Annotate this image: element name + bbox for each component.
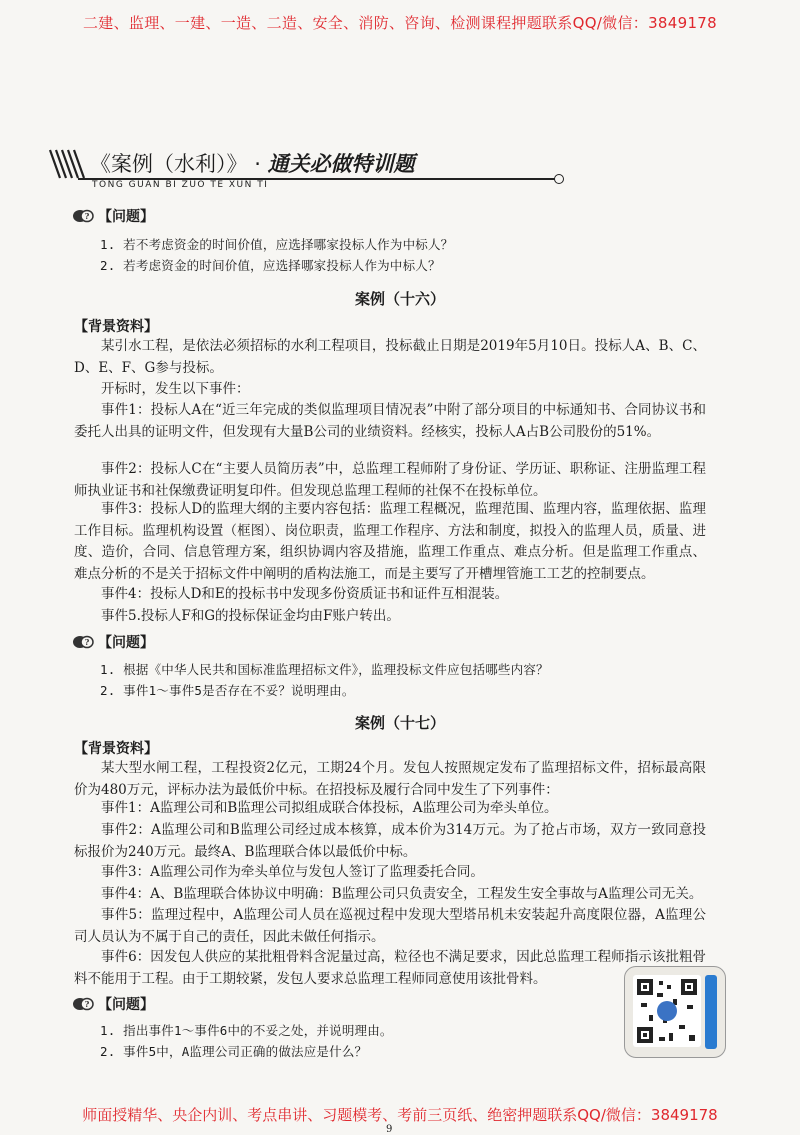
question-heading — [72, 994, 154, 1014]
question-label: 【问题】 — [98, 209, 154, 225]
question-item: 2. 事件1～事件5是否存在不妥？说明理由。 — [100, 683, 355, 698]
qr-code-sticker — [624, 966, 726, 1058]
qr-code-icon — [633, 975, 701, 1047]
paragraph: 事件3：A监理公司作为牵头单位与发包人签订了监理委托合同。 — [101, 864, 484, 880]
section-header — [48, 146, 568, 192]
svg-text:?: ? — [84, 637, 90, 647]
background-heading: 【背景资料】 — [74, 319, 158, 335]
paragraph: 事件2：投标人C在“主要人员简历表”中，总监理工程师附了身份证、学历证、职称证、注册监理工程师执业证书和社保缴费证明复印件。但发现总监理工程师的社保不在投标单位。 — [74, 461, 706, 499]
background-heading: 【背景资料】 — [74, 741, 158, 757]
qr-side-tab — [705, 975, 717, 1049]
paragraph: 事件4：A、B监理联合体协议中明确：B监理公司只负责安全，工程发生安全事故与A监理公司无关。 — [101, 886, 703, 902]
paragraph: 事件3：投标人D的监理大纲的主要内容包括：监理工程概况，监理范围、监理内容，监理依据、监理工作目标。监理机构设置（框图）、岗位职责，监理工作程序、方法和制度，拟投入的监理人员，质量、进度、造价，合同、信息管理方案，组织协调内容及措施，监理工作重点、难点分析。但是监理工作重点、难点分析的不是关于招标文件中阐明的盾构法施工，而是主要写了开槽埋管施工工艺的控制要点。 — [74, 501, 706, 582]
case-title: 案例（十六） — [354, 290, 445, 308]
question-bubble-icon — [72, 208, 94, 224]
question-label: 【问题】 — [98, 997, 154, 1013]
question-bubble-icon — [72, 996, 94, 1012]
paragraph: 事件5.投标人F和G的投标保证金均由F账户转出。 — [101, 608, 400, 624]
header-dot-icon — [554, 174, 564, 184]
page-number: 9 — [386, 1124, 393, 1135]
question-item: 2. 若考虑资金的时间价值，应选择哪家投标人作为中标人？ — [100, 258, 441, 273]
header-title-main: 《案例（水利）》 — [90, 152, 248, 176]
header-title-sub: 通关必做特训题 — [267, 152, 415, 176]
paragraph: 某引水工程，是依法必须招标的水利工程项目，投标截止日期是2019年5月10日。投标人A、B、C、D、E、F、G参与投标。 — [74, 338, 706, 376]
header-pinyin: TONG GUAN BI ZUO TE XUN TI — [92, 180, 272, 190]
paragraph: 某大型水闸工程，工程投资2亿元，工期24个月。发包人按照规定发布了监理招标文件，招标最高限价为480万元，评标办法为最低价中标。在招投标及履行合同中发生了下列事件： — [74, 760, 706, 798]
question-label: 【问题】 — [98, 635, 154, 651]
question-heading — [72, 206, 154, 226]
paragraph: 事件2：A监理公司和B监理公司经过成本核算，成本价为314万元。为了抢占市场，双方一致同意投标报价为240万元。最终A、B监理联合体以最低价中标。 — [74, 822, 706, 860]
bottom-banner: 师面授精华、央企内训、考点串讲、习题模考、考前三页纸、绝密押题联系QQ/微信：3849178 — [82, 1106, 718, 1124]
stripes-decoration-icon — [48, 148, 88, 182]
question-item: 1. 指出事件1～事件6中的不妥之处，并说明理由。 — [100, 1023, 393, 1038]
paragraph: 事件1：A监理公司和B监理公司拟组成联合体投标，A监理公司为牵头单位。 — [101, 800, 558, 816]
svg-text:?: ? — [84, 211, 90, 221]
question-bubble-icon — [72, 634, 94, 650]
paragraph: 事件5：监理过程中，A监理公司人员在巡视过程中发现大型塔吊机未安装起升高度限位器，A监理公司人员认为不属于自己的责任，因此未做任何指示。 — [74, 907, 706, 945]
paragraph: 事件4：投标人D和E的投标书中发现多份资质证书和证件互相混装。 — [101, 586, 509, 602]
paragraph: 事件6：因发包人供应的某批粗骨料含泥量过高，粒径也不满足要求，因此总监理工程师指示该批粗骨料不能用于工程。由于工期较紧，发包人要求总监理工程师同意使用该批骨料。 — [74, 949, 706, 987]
paragraph: 事件1：投标人A在“近三年完成的类似监理项目情况表”中附了部分项目的中标通知书、合同协议书和委托人出具的证明文件，但发现有大量B公司的业绩资料。经核实，投标人A占B公司股份的51%。 — [74, 402, 706, 440]
question-heading — [72, 632, 154, 652]
case-title: 案例（十七） — [354, 714, 445, 732]
header-title — [90, 148, 415, 178]
top-banner: 二建、监理、一建、一造、二造、安全、消防、咨询、检测课程押题联系QQ/微信：3849178 — [83, 14, 717, 32]
question-item: 1. 若不考虑资金的时间价值，应选择哪家投标人作为中标人？ — [100, 237, 454, 252]
question-item: 1. 根据《中华人民共和国标准监理招标文件》，监理投标文件应包括哪些内容？ — [100, 662, 549, 677]
paragraph: 开标时，发生以下事件： — [101, 381, 250, 397]
svg-text:?: ? — [84, 999, 90, 1009]
question-item: 2. 事件5中，A监理公司正确的做法应是什么？ — [100, 1044, 368, 1059]
header-title-sep: · — [254, 152, 261, 176]
